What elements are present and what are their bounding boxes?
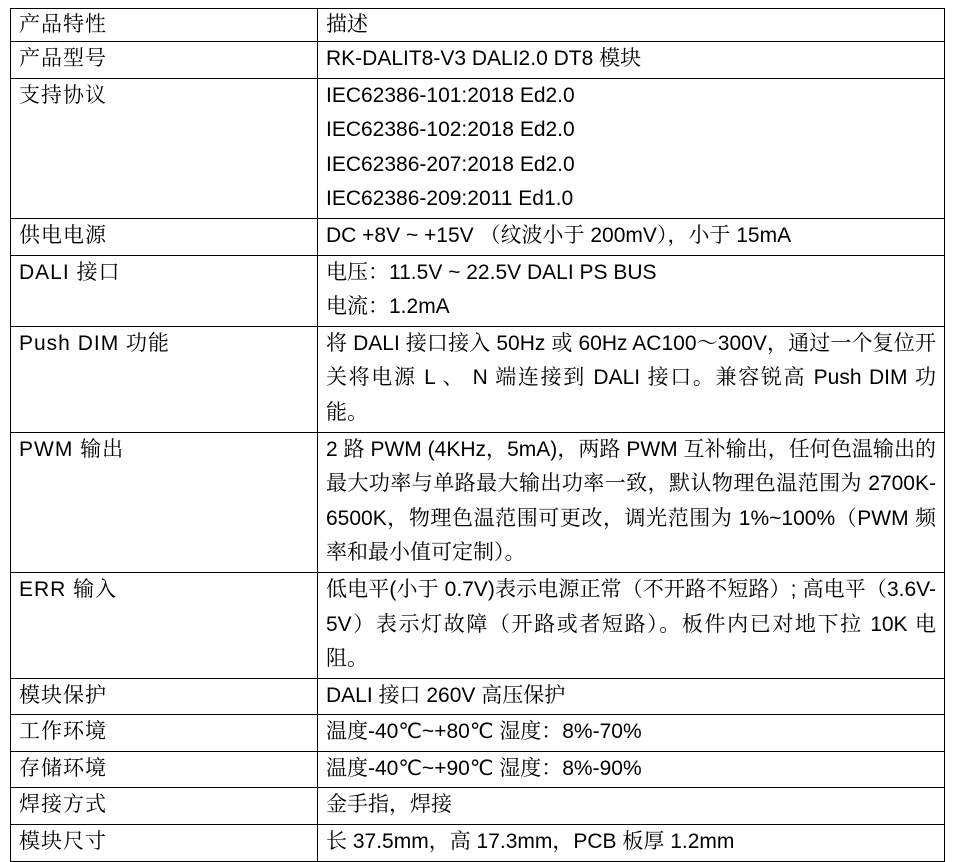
- description-line: 电流：1.2mA: [326, 295, 450, 319]
- feature-cell: 产品型号: [11, 42, 318, 79]
- description-cell: [318, 572, 945, 678]
- description-line: 2 路 PWM (4KHz，5mA)，两路 PWM 互补输出，任何色温输出的最大功率与单路最大输出功率一致，默认物理色温范围为 2700K-6500K，物理色温范围可更改，调光范围为 1%~100%（PWM 频率和最小值可定制）。: [326, 437, 936, 565]
- description-cell: [318, 715, 945, 752]
- feature-cell: 工作环境: [11, 715, 318, 752]
- description-cell: [318, 432, 945, 572]
- description-cell: [318, 678, 945, 715]
- description-line: DALI 接口 260V 高压保护: [326, 683, 566, 707]
- feature-cell: PWM 输出: [11, 432, 318, 572]
- table-row: [11, 751, 945, 788]
- description-line: DC +8V ~ +15V （纹波小于 200mV），小于 15mA: [326, 223, 792, 247]
- description-cell: [318, 751, 945, 788]
- feature-cell: DALI 接口: [11, 255, 318, 326]
- description-cell: [318, 42, 945, 79]
- table-row: [11, 326, 945, 432]
- description-line: 温度-40℃~+90℃ 湿度：8%-90%: [326, 756, 642, 780]
- description-line: 长 37.5mm，高 17.3mm，PCB 板厚 1.2mm: [326, 830, 735, 854]
- description-cell: [318, 788, 945, 825]
- header-description-cell: 描述: [318, 9, 945, 42]
- description-cell: [318, 218, 945, 255]
- feature-cell: 支持协议: [11, 78, 318, 218]
- feature-cell: 模块尺寸: [11, 825, 318, 862]
- description-line: IEC62386-207:2018 Ed2.0: [326, 152, 575, 176]
- description-line: IEC62386-209:2011 Ed1.0: [326, 187, 574, 211]
- table-row: [11, 78, 945, 218]
- table-row: [11, 678, 945, 715]
- header-feature-cell: 产品特性: [11, 9, 318, 42]
- description-line: IEC62386-101:2018 Ed2.0: [326, 83, 575, 107]
- table-row: [11, 788, 945, 825]
- description-line: 低电平(小于 0.7V)表示电源正常（不开路不短路）; 高电平（3.6V-5V）表示灯故障（开路或者短路）。板件内已对地下拉 10K 电阻。: [326, 577, 936, 671]
- table-row: [11, 572, 945, 678]
- description-cell: [318, 326, 945, 432]
- table-row: [11, 255, 945, 326]
- description-line: 电压：11.5V ~ 22.5V DALI PS BUS: [326, 260, 657, 284]
- description-cell: [318, 78, 945, 218]
- feature-cell: 模块保护: [11, 678, 318, 715]
- description-line: IEC62386-102:2018 Ed2.0: [326, 118, 575, 142]
- description-line: 金手指，焊接: [326, 793, 452, 817]
- description-line: 将 DALI 接口接入 50Hz 或 60Hz AC100～300V，通过一个复位开关将电源 L 、 N 端连接到 DALI 接口。兼容锐高 Push DIM 功能。: [326, 331, 936, 424]
- feature-cell: 存储环境: [11, 751, 318, 788]
- table-row: [11, 432, 945, 572]
- feature-cell: 供电电源: [11, 218, 318, 255]
- description-cell: [318, 825, 945, 862]
- feature-cell: ERR 输入: [11, 572, 318, 678]
- description-cell: [318, 255, 945, 326]
- table-row: [11, 715, 945, 752]
- description-line: 温度-40℃~+80℃ 湿度：8%-70%: [326, 720, 642, 744]
- product-spec-table: [10, 8, 945, 862]
- feature-cell: Push DIM 功能: [11, 326, 318, 432]
- table-row: [11, 825, 945, 862]
- table-row: [11, 42, 945, 79]
- description-line: RK-DALIT8-V3 DALI2.0 DT8 模块: [326, 47, 642, 70]
- table-header-row: [11, 9, 945, 42]
- feature-cell: 焊接方式: [11, 788, 318, 825]
- table-row: [11, 218, 945, 255]
